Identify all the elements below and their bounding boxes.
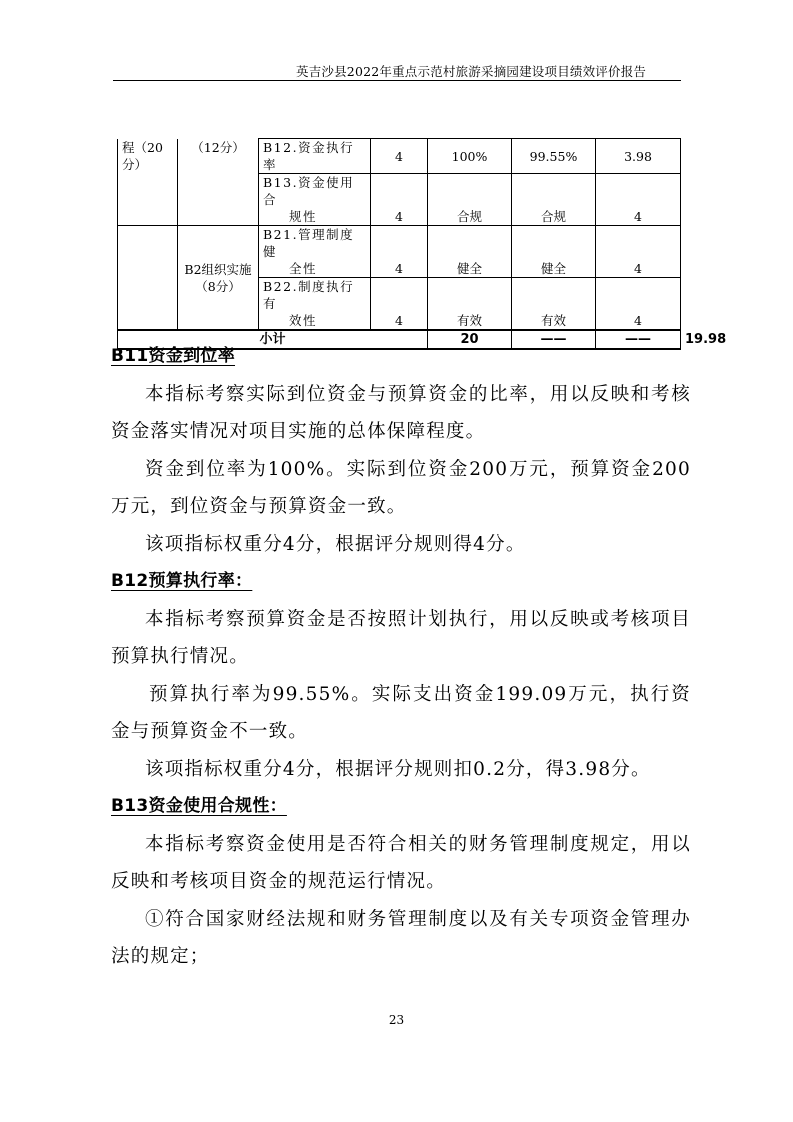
indicator-line: 规性	[289, 209, 318, 224]
paragraph: 该项指标权重分4分，根据评分规则扣0.2分，得3.98分。	[145, 758, 651, 780]
standard-cell: 100%	[428, 139, 512, 174]
paragraph: 本指标考察预算资金是否按照计划执行，用以反映或考核项目预算执行情况。	[111, 608, 691, 667]
category-cell: 程（20分）	[118, 139, 178, 226]
report-body	[111, 338, 691, 976]
total-actual: ——	[596, 330, 681, 349]
score-cell: 4	[596, 226, 681, 278]
paragraph: 本指标考察资金使用是否符合相关的财务管理制度规定，用以反映和考核项目资金的规范运行情况。	[111, 833, 691, 892]
score-table	[117, 138, 727, 350]
indicator-cell	[259, 278, 371, 331]
score-cell: 4	[596, 278, 681, 331]
weight-cell: 4	[371, 174, 428, 226]
actual-cell: 99.55%	[512, 139, 596, 174]
standard-cell: 合规	[428, 174, 512, 226]
total-weight: 20	[428, 330, 512, 349]
paragraph: 本指标考察实际到位资金与预算资金的比率，用以反映和考核资金落实情况对项目实施的总体保障程度。	[111, 383, 691, 442]
actual-cell: 健全	[512, 226, 596, 278]
weight-cell: 4	[371, 139, 428, 174]
weight-cell: 4	[371, 278, 428, 331]
b2-category-label: B2组织实施	[184, 261, 252, 277]
score-cell: 3.98	[596, 139, 681, 174]
actual-cell: 有效	[512, 278, 596, 331]
total-row: 小计 20 —— —— 19.98	[118, 330, 681, 349]
b2-score-label: （8分）	[195, 278, 241, 294]
header-divider	[113, 80, 681, 81]
section-heading-b12: B12预算执行率：	[111, 571, 253, 591]
standard-cell: 健全	[428, 226, 512, 278]
indicator-line: B21.管理制度健	[263, 227, 355, 259]
paragraph: 资金到位率为100%。实际到位资金200万元，预算资金200万元，到位资金与预算资金一致。	[111, 458, 691, 517]
page-number: 23	[388, 1013, 405, 1027]
total-label: 小计	[118, 330, 428, 349]
table-row	[118, 226, 681, 278]
category-cell	[118, 226, 178, 331]
indicator-line: B22.制度执行有	[263, 279, 355, 311]
paragraph: ①符合国家财经法规和财务管理制度以及有关专项资金管理办法的规定；	[111, 908, 691, 967]
weight-cell: 4	[371, 226, 428, 278]
indicator-cell	[259, 174, 371, 226]
b2-category-cell	[178, 226, 259, 331]
indicator-cell	[259, 226, 371, 278]
actual-cell: 合规	[512, 174, 596, 226]
indicator-cell: B12.资金执行率	[259, 139, 371, 174]
section-heading-b13: B13资金使用合规性：	[111, 796, 287, 816]
table-row	[118, 139, 681, 174]
page-header-title: 英吉沙县2022年重点示范村旅游采摘园建设项目绩效评价报告	[296, 64, 647, 79]
indicator-line: B13.资金使用合	[263, 175, 355, 207]
standard-cell: 有效	[428, 278, 512, 331]
score-cell: 4	[596, 174, 681, 226]
paragraph: 预算执行率为99.55%。实际支出资金199.09万元，执行资金与预算资金不一致。	[111, 683, 691, 742]
b1-score-cell: （12分）	[178, 139, 259, 226]
indicator-line: 效性	[289, 313, 318, 328]
section-heading-b11: B11资金到位率	[111, 346, 236, 366]
indicator-line: 全性	[289, 261, 318, 276]
total-standard: ——	[512, 330, 596, 349]
paragraph: 该项指标权重分4分，根据评分规则得4分。	[145, 533, 526, 555]
